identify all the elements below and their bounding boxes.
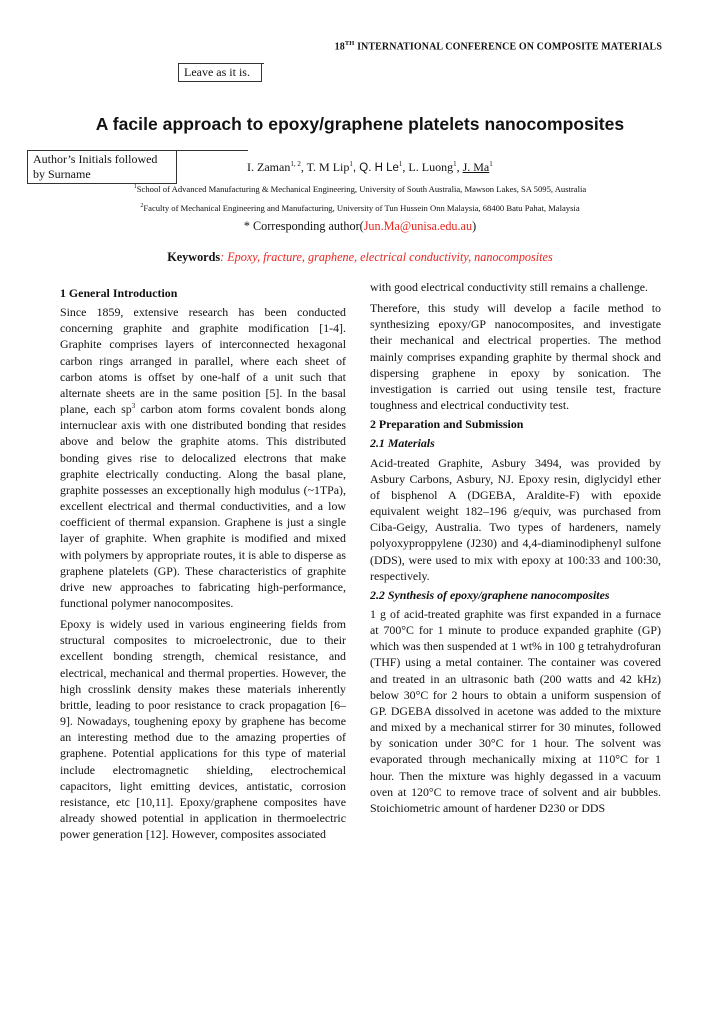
keywords-label: Keywords (167, 250, 221, 264)
keywords-list: Epoxy, fracture, graphene, electrical conductivity, nanocomposites (227, 250, 553, 264)
note-box-initials: Author’s Initials followed by Surname (27, 150, 177, 184)
section-heading-introduction: 1 General Introduction (60, 286, 178, 300)
leader-line-top (178, 63, 264, 64)
section-heading-preparation: 2 Preparation and Submission (370, 417, 524, 432)
intro-paragraph-3: with good electrical conductivity still remains a challenge. (370, 280, 649, 294)
author-list: I. Zaman$^{1, 2}$, T. M Lip$^1$, Q. H Le$^1$, L. Luong$^1$, J. Ma$^1$ (247, 160, 493, 174)
intro-paragraph-1: Since 1859, extensive research has been conducted concerning graphite and graphite modification [1-4]. Graphite comprises layers of interconnected hexagonal carbon rings arranged in parallel, where each sheet of carbon atoms is offset by one-half of a unit such that alternate sheets are in the same position [5]. In the basal plane, each $sp^3$ carbon atom forms covalent bonds along internuclear axis with one distributed bonding that resides above and below the graphite atoms. This distributed bonding gives rise to delocalized electrons that make graphite electrically conducting. Along the basal plane, graphite possesses an exceptionally high modulus (~1TPa), excellent electrical and thermal conductivities, and a low coefficient of thermal expansion. Graphene is just a single layer of graphite. When graphite is modified and mixed with polymers by appropriate routes, it is able to disperse as graphene platelets (GP). These characteristics of graphite drive new approaches to fabricating high-performance, functional polymer nanocomposites. (60, 305, 346, 610)
corresponding-author: * Corresponding author(Jun.Ma@unisa.edu.au) (243, 219, 477, 233)
synthesis-paragraph: 1 g of acid-treated graphite was first expanded in a furnace at 700°C for 1 minute to produce expanded graphite (GP) which was then suspended at 1 wt% in 100 g tetrahydrofuran (THF) using a metal container. The container was covered and treated in an ultrasonic bath (200 watts and 42 kHz) below 30°C for 2 hours to obtain a uniform suspension of GP. DGEBA dissolved in acetone was added to the mixture and mixed by a mechanical stirrer for 30 minutes, followed by sonication under 30°C for 1 hour. The solvent was evaporated through mechanically mixing at 110°C for 1 hour. Then the mixture was highly degassed in a vacuum oven at 120°C to remove trace of solvent and air bubbles. Stoichiometric amount of hardener D230 or DDS (370, 606, 661, 815)
corresponding-email[interactable]: Jun.Ma@unisa.edu.au (363, 219, 473, 233)
right-column (370, 279, 661, 816)
note-box-leave: Leave as it is. (178, 63, 262, 82)
intro-paragraph-4: Therefore, this study will develop a facile method to synthesizing epoxy/GP nanocomposites, and investigate their mechanical and electrical properties. The method mainly comprises expanding graphite by thermal shock and dispersing graphene in epoxy by sonication. The investigation is carried out using tensile test, fracture toughness and electrical conductivity test. (370, 301, 661, 413)
paper-title: A facile approach to epoxy/graphene platelets nanocomposites (95, 114, 625, 134)
materials-paragraph: Acid-treated Graphite, Asbury 3494, was provided by Asbury Carbons, Asbury, NJ. Epoxy resin, diglycidyl ether of bisphenol A (DGEBA, Araldite-F) with epoxide equivalent weight 182–196 g/equiv, was purchased from Ciba-Geigy, Australia. Two types of hardeners, namely polyoxyproppylene (J230) and 4,4-diaminodiphenyl sulfone (DDS), were used to mix with epoxy at 100:33 and 100:30, respectively. (370, 455, 661, 583)
subsection-heading-synthesis: 2.2 Synthesis of epoxy/graphene nanocomposites (370, 587, 610, 602)
keywords-line: Keywords: Epoxy, fracture, graphene, electrical conductivity, nanocomposites (167, 250, 553, 264)
subsection-heading-materials: 2.1 Materials (370, 436, 435, 451)
corresponding-author-name: J. Ma (462, 160, 490, 174)
leader-line-initials (176, 150, 248, 151)
conference-header: 18TH INTERNATIONAL CONFERENCE ON COMPOSITE MATERIALS (334, 40, 662, 53)
affiliation-1: $^1$School of Advanced Manufacturing & Mechanical Engineering, University of South Australia, Mawson Lakes, SA 5095, Australia (133, 184, 587, 194)
left-column (60, 285, 346, 842)
intro-paragraph-2: Epoxy is widely used in various engineering fields from structural composites to microelectronic, due to their excellent bonding strength, chemical resistance, and electrical, mechanical and thermal properties. However, the high crosslink density makes these materials inherently brittle, leading to poor resistance to crack propagation [6–9]. Nowadays, toughening epoxy by graphene has become an interesting method due to the amazing properties of graphene. Potential applications for this type of material include electromagnetic shielding, electrochemical capacitors, light emitting devices, antistatic, corrosion resistance, etc [10,11]. Epoxy/graphene composites have already showed potential in application in thermoelectric power generation [12]. However, composites associated (60, 617, 346, 842)
affiliation-2: $^2$Faculty of Mechanical Engineering and Manufacturing, University of Tun Hussein Onn Malaysia, 68400 Batu Pahat, Malaysia (140, 203, 580, 213)
